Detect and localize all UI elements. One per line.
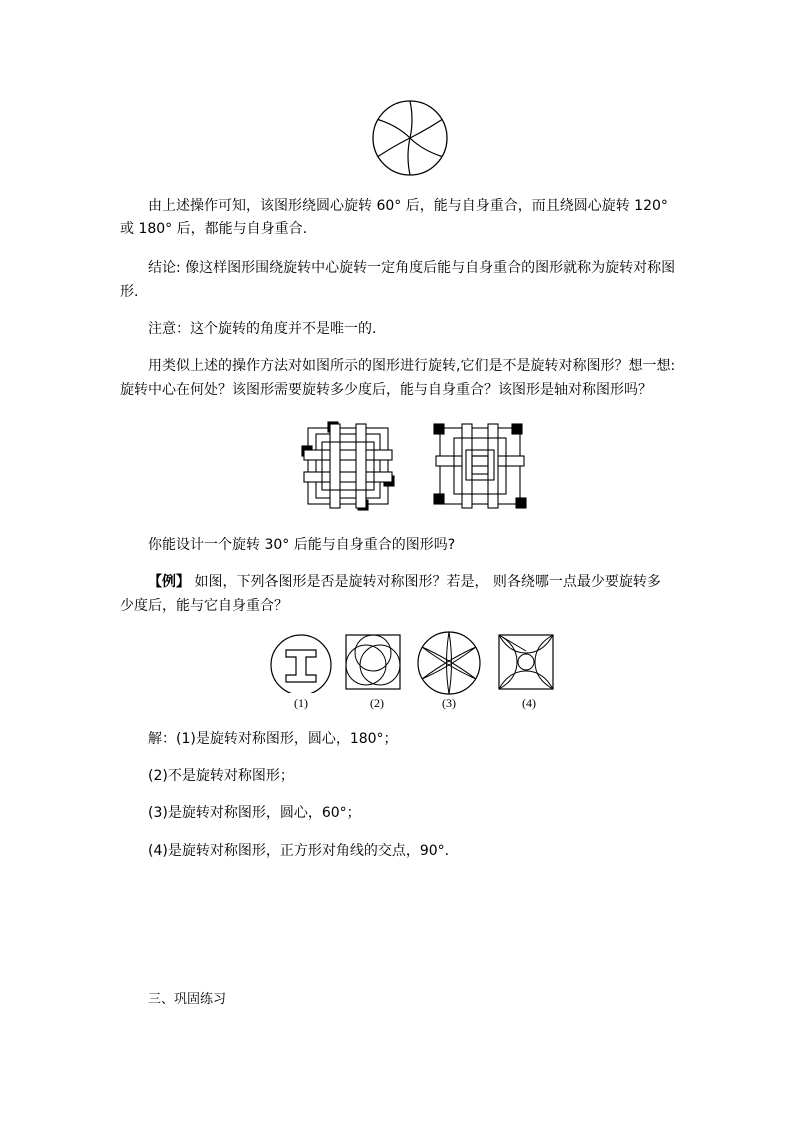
section-title: 三、巩固练习 [148,992,227,1007]
paragraph-1-line-1: 由上述操作可知，该图形绕圆心旋转 60° 后，能与自身重合，而且绕圆心旋转 120° [148,198,668,214]
example-figure-3 [414,629,484,695]
caption-3: (3) [442,696,456,710]
example-figure-1 [266,633,336,693]
woven-square-figure-left [300,420,396,512]
caption-4: (4) [522,696,536,710]
paragraph-5: 你能设计一个旋转 30° 后能与自身重合的图形吗? [148,537,456,553]
solution-3: (3)是旋转对称图形，圆心，60°； [148,805,361,821]
caption-1: (1) [294,696,308,710]
pinwheel-circle-figure [370,98,450,178]
paragraph-4-line-2: 旋转中心在何处？该图形需要旋转多少度后，能与自身重合？该图形是轴对称图形吗？ [120,382,652,398]
solution-2: (2)不是旋转对称图形； [148,768,294,784]
example-tag: 【例】 [148,574,190,590]
paragraph-4-line-1: 用类似上述的操作方法对如图所示的图形进行旋转,它们是不是旋转对称图形？想一想: [148,358,676,374]
paragraph-2-line-1: 结论: 像这样图形围绕旋转中心旋转一定角度后能与自身重合的图形就称为旋转对称图 [148,260,676,276]
solution-4: (4)是旋转对称图形，正方形对角线的交点，90°. [148,843,450,859]
example-figure-4 [497,633,555,691]
example-figure-2 [344,633,402,691]
woven-square-figure-right [432,420,528,512]
example-text: 如图，下列各图形是否是旋转对称图形？若是， 则各绕哪一点最少要旋转多 [190,574,661,590]
caption-2: (2) [370,696,384,710]
paragraph-2-line-2: 形. [120,284,139,300]
paragraph-1-line-2: 或 180° 后，都能与自身重合. [120,221,308,237]
solution-1: 解：(1)是旋转对称图形，圆心，180°； [148,731,398,747]
example-line-2: 少度后，能与它自身重合？ [120,598,288,614]
paragraph-3: 注意：这个旋转的角度并不是唯一的. [148,321,377,337]
example-line-1 [120,572,680,593]
